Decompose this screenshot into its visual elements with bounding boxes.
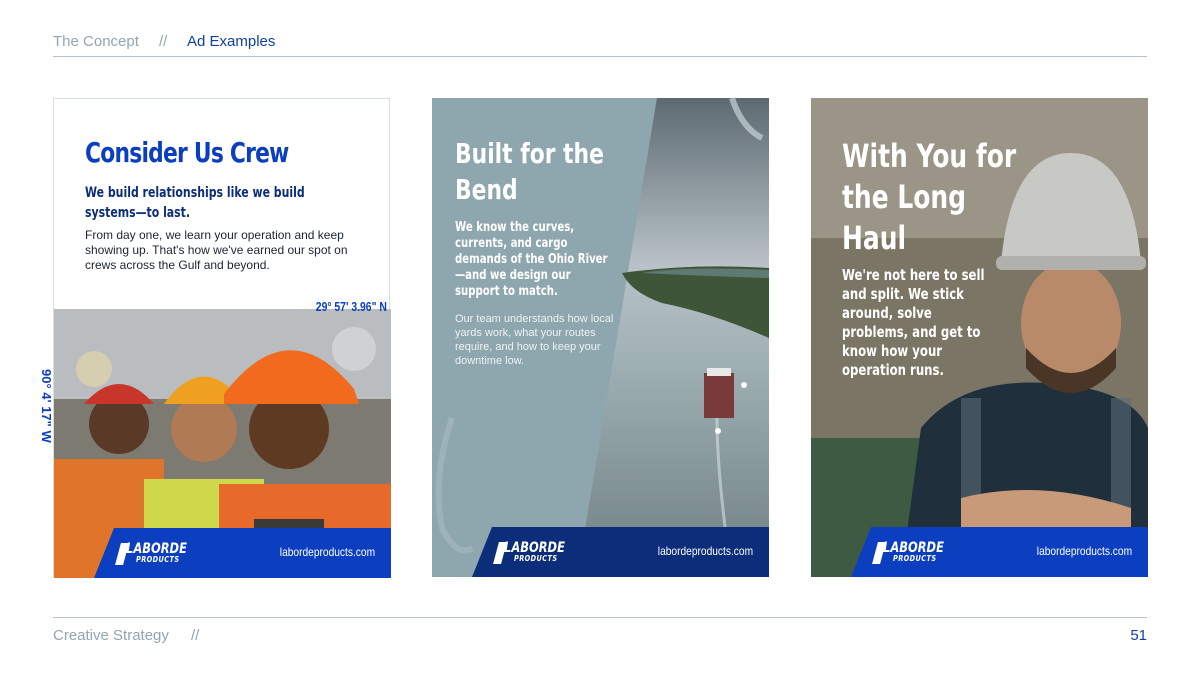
ad-footer-bar	[432, 527, 769, 577]
ad-body: From day one, we learn your operation and keep showing up. That's how we've earned our spot on crews across the Gulf and beyond.	[85, 228, 348, 272]
longitude-label: 90° 4' 17" W	[39, 369, 54, 443]
laborde-logo: LABORDE PRODUCTS	[496, 541, 586, 565]
breadcrumb-parent[interactable]: The Concept	[53, 33, 139, 50]
ad-headline: With You for the Long Haul	[842, 137, 1017, 257]
footer-section-title: Creative Strategy	[53, 627, 169, 644]
ad-footer-bar	[54, 528, 391, 578]
footer-separator: //	[191, 627, 200, 644]
laborde-logo: LABORDE PRODUCTS	[118, 542, 208, 566]
ad-card-consider-us-crew	[39, 98, 390, 577]
page-footer	[53, 617, 1147, 647]
ad-card-with-you-for-the-long-haul	[811, 98, 1148, 577]
ad-headline: Consider Us Crew	[85, 136, 289, 169]
website-url[interactable]: labordeproducts.com	[1036, 544, 1132, 558]
latitude-label: 29° 57' 3.96" N	[315, 299, 387, 314]
page-number: 51	[1130, 627, 1147, 644]
page-header	[53, 31, 1147, 57]
ad-headline: Built for the Bend	[455, 137, 604, 206]
ad-subhead: We know the curves, currents, and cargo demands of the Ohio River—and we design our support to match.	[455, 220, 608, 299]
laborde-logo: LABORDE PRODUCTS	[875, 541, 965, 565]
breadcrumb-current: Ad Examples	[187, 33, 276, 50]
ad-card-built-for-the-bend	[432, 98, 769, 577]
ad-body: We're not here to sell and split. We stick around, solve problems, and get to know how your operation runs.	[842, 266, 985, 379]
website-url[interactable]: labordeproducts.com	[657, 544, 753, 558]
website-url[interactable]: labordeproducts.com	[279, 545, 375, 559]
ad-subhead: We build relationships like we build systems—to last.	[85, 185, 305, 221]
breadcrumb-separator: //	[159, 33, 168, 50]
ad-footer-bar	[811, 527, 1148, 577]
ad-body: Our team understands how local yards work, what your routes require, and how to keep your downtime low.	[455, 313, 614, 367]
